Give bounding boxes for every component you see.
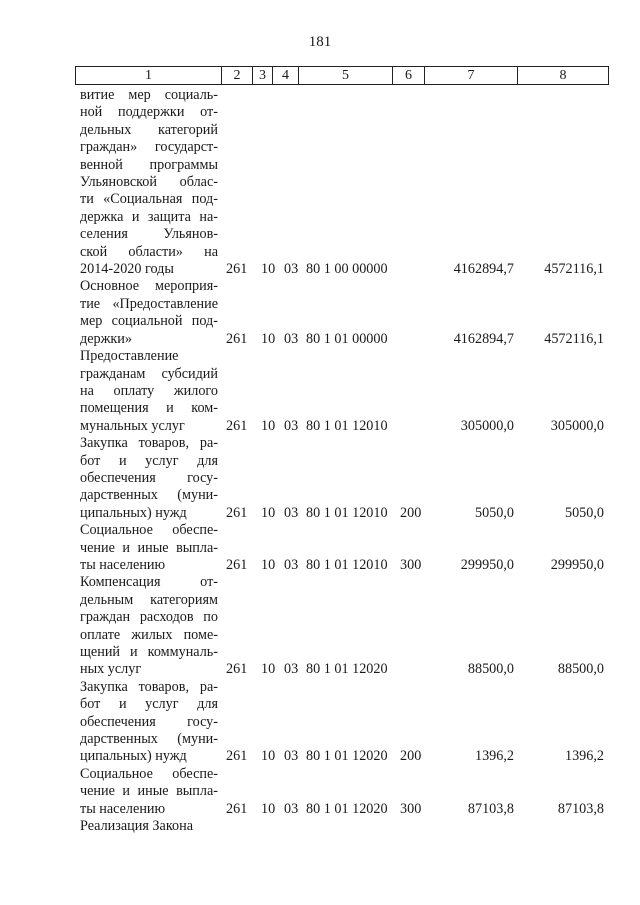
description-line: дельных категорий — [80, 121, 218, 138]
description-line: граждан» государст- — [80, 139, 218, 156]
description-line: гражданам субсидий — [80, 365, 218, 382]
description-line: граждан расходов по — [80, 609, 218, 626]
description-line: помещения и ком- — [80, 400, 218, 417]
description-line: оплате жилых поме- — [80, 626, 218, 643]
section-code: 10 — [261, 800, 276, 817]
column-header-8: 8 — [559, 68, 567, 83]
page-number: 181 — [308, 34, 332, 50]
row-values — [0, 261, 640, 278]
table-row — [0, 679, 640, 766]
subsection-code: 03 — [284, 556, 299, 573]
target-article-code: 80 1 00 00000 — [306, 261, 388, 278]
table-row — [0, 522, 640, 574]
amount-year-1: 4162894,7 — [453, 261, 514, 278]
description-line: ской области» на — [80, 243, 218, 260]
amount-year-2: 4572116,1 — [544, 330, 604, 347]
expense-type-code: 300 — [400, 800, 422, 817]
administrator-code: 261 — [226, 330, 248, 347]
description-line: Компенсация от- — [80, 574, 218, 591]
amount-year-1: 299950,0 — [460, 556, 514, 573]
target-article-code: 80 1 01 12010 — [306, 417, 388, 434]
section-code: 10 — [261, 417, 276, 434]
description-line: дарственных (муни- — [80, 731, 218, 748]
table-row — [0, 766, 640, 818]
budget-table-body — [0, 87, 640, 835]
target-article-code: 80 1 01 12020 — [306, 800, 388, 817]
subsection-code: 03 — [284, 504, 299, 521]
column-header-7: 7 — [425, 67, 518, 84]
table-row — [0, 348, 640, 435]
section-code: 10 — [261, 330, 276, 347]
section-code: 10 — [261, 748, 276, 765]
column-header-2: 2 — [222, 67, 253, 84]
amount-year-1: 4162894,7 — [453, 330, 514, 347]
amount-year-1: 87103,8 — [467, 800, 514, 817]
table-row — [0, 574, 640, 678]
description-line: ципальных) нужд — [80, 504, 187, 521]
row-values — [0, 331, 640, 348]
row-values — [0, 661, 640, 678]
administrator-code: 261 — [226, 748, 248, 765]
amount-year-1: 1396,2 — [474, 748, 514, 765]
amount-year-2: 88500,0 — [557, 661, 604, 678]
amount-year-1: 5050,0 — [474, 504, 514, 521]
description-line: дарственных (муни- — [80, 487, 218, 504]
target-article-code: 80 1 01 00000 — [306, 330, 388, 347]
amount-year-2: 87103,8 — [557, 800, 604, 817]
subsection-code: 03 — [284, 417, 299, 434]
row-values — [0, 418, 640, 435]
row-values — [0, 818, 640, 835]
description-line: Основное мероприя- — [80, 278, 218, 295]
administrator-code: 261 — [226, 504, 248, 521]
expense-type-code: 200 — [400, 748, 422, 765]
target-article-code: 80 1 01 12010 — [306, 504, 388, 521]
description-line: чение и иные выпла- — [80, 783, 218, 800]
description-line: Закупка товаров, ра- — [80, 678, 218, 695]
administrator-code: 261 — [226, 556, 248, 573]
administrator-code: 261 — [226, 261, 248, 278]
description-line: ты населению — [80, 556, 166, 573]
description-line: Закупка товаров, ра- — [80, 435, 218, 452]
description-line: ти «Социальная под- — [80, 191, 218, 208]
amount-year-2: 4572116,1 — [544, 261, 604, 278]
description-line: щений и коммуналь- — [80, 644, 218, 660]
description-line: Реализация Закона — [80, 818, 193, 835]
description-line: Социальное обеспе- — [80, 522, 218, 539]
description-line: 2014-2020 годы — [80, 261, 174, 278]
subsection-code: 03 — [284, 800, 299, 817]
table-row — [0, 435, 640, 522]
column-header-6: 6 — [393, 67, 425, 84]
row-values — [0, 748, 640, 765]
target-article-code: 80 1 01 12010 — [306, 556, 388, 573]
description-line: обеспечения госу- — [80, 713, 218, 730]
amount-year-2: 305000,0 — [550, 417, 604, 434]
target-article-code: 80 1 01 12020 — [306, 661, 388, 678]
section-code: 10 — [261, 504, 276, 521]
row-values — [0, 505, 640, 522]
description-line: чение и иные выпла- — [80, 539, 218, 556]
amount-year-1: 88500,0 — [467, 661, 514, 678]
description-line: держки» — [80, 330, 132, 347]
description-line: селения Ульянов- — [80, 226, 218, 243]
description-line: ной поддержки от- — [80, 104, 218, 121]
description-line: мер социальной под- — [80, 313, 218, 330]
subsection-code: 03 — [284, 330, 299, 347]
description-line: бот и услуг для — [80, 696, 218, 713]
target-article-code: 80 1 01 12020 — [306, 748, 388, 765]
amount-year-1: 305000,0 — [460, 417, 514, 434]
administrator-code: 261 — [226, 417, 248, 434]
table-row — [0, 87, 640, 278]
description-line: дельным категориям — [80, 591, 218, 608]
description-line: ципальных) нужд — [80, 748, 187, 765]
section-code: 10 — [261, 556, 276, 573]
expense-type-code: 300 — [400, 556, 422, 573]
column-header-row — [75, 66, 609, 85]
column-header-1: 1 — [76, 67, 222, 84]
administrator-code: 261 — [226, 661, 248, 678]
table-row — [0, 818, 640, 835]
subsection-code: 03 — [284, 661, 299, 678]
description-line: венной программы — [80, 156, 218, 173]
description-line: бот и услуг для — [80, 452, 218, 469]
subsection-code: 03 — [284, 261, 299, 278]
table-row — [0, 278, 640, 348]
section-code: 10 — [261, 261, 276, 278]
row-values — [0, 557, 640, 574]
row-description — [80, 87, 218, 278]
description-line: ных услуг — [80, 661, 142, 678]
row-values — [0, 801, 640, 818]
section-code: 10 — [261, 661, 276, 678]
description-line: держка и защита на- — [80, 208, 218, 225]
description-line: на оплату жилого — [80, 382, 218, 399]
amount-year-2: 299950,0 — [550, 556, 604, 573]
column-header-4: 4 — [273, 67, 299, 84]
administrator-code: 261 — [226, 800, 248, 817]
description-line: витие мер социаль- — [80, 87, 218, 103]
description-line: мунальных услуг — [80, 417, 185, 434]
description-line: обеспечения госу- — [80, 469, 218, 486]
amount-year-2: 1396,2 — [564, 748, 604, 765]
column-header-5: 5 — [299, 67, 393, 84]
description-line: ты населению — [80, 800, 166, 817]
expense-type-code: 200 — [400, 504, 422, 521]
subsection-code: 03 — [284, 748, 299, 765]
description-line: Ульяновской облас- — [80, 174, 218, 191]
amount-year-2: 5050,0 — [564, 504, 604, 521]
description-line: Предоставление — [80, 348, 179, 365]
description-line: тие «Предоставление — [80, 295, 218, 312]
description-line: Социальное обеспе- — [80, 765, 218, 782]
column-header-3: 3 — [253, 67, 273, 84]
